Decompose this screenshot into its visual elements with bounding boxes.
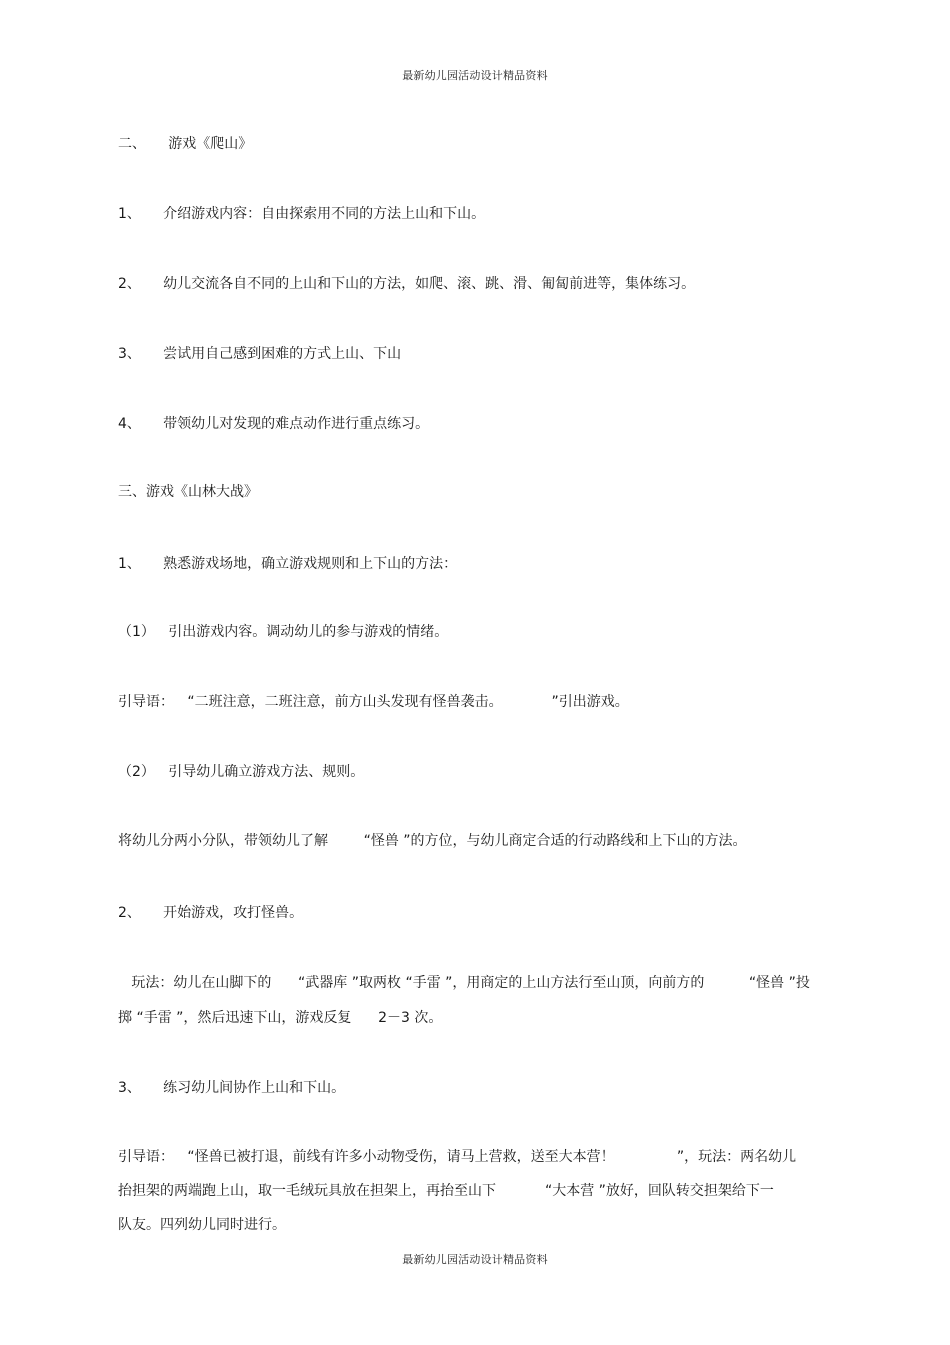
play-method-line-1: 玩法：幼儿在山脚下的 “武器库 ”取两枚 “手雷 ”，用商定的上山方法行至山顶，向前方的 “怪兽 ”投 [118, 975, 810, 991]
game-step-3: 3、 练习幼儿间协作上山和下山。 [118, 1080, 346, 1096]
step-4: 4、 带领幼儿对发现的难点动作进行重点练习。 [118, 416, 430, 432]
team-split-text: 将幼儿分两小分队，带领幼儿了解 “怪兽 ”的方位，与幼儿商定合适的行动路线和上下山的方法。 [118, 833, 747, 849]
sub-step-2: （2） 引导幼儿确立游戏方法、规则。 [118, 764, 365, 780]
game-step-2: 2、 开始游戏，攻打怪兽。 [118, 905, 304, 921]
guide-text-2-line-3: 队友。四列幼儿同时进行。 [118, 1217, 286, 1233]
section-heading-3: 三、游戏《山林大战》 [118, 484, 258, 500]
play-method-line-2: 掷 “手雷 ”，然后迅速下山，游戏反复 2－3 次。 [118, 1010, 443, 1026]
step-3: 3、 尝试用自己感到困难的方式上山、下山 [118, 346, 402, 362]
guide-text-2-line-2: 抬担架的两端跑上山，取一毛绒玩具放在担架上，再抬至山下 “大本营 ”放好，回队转交担架给下一 [118, 1183, 774, 1199]
step-1: 1、 介绍游戏内容：自由探索用不同的方法上山和下山。 [118, 206, 486, 222]
section-heading-2: 二、 游戏《爬山》 [118, 136, 253, 152]
game-step-1: 1、 熟悉游戏场地，确立游戏规则和上下山的方法： [118, 556, 458, 572]
page-header: 最新幼儿园活动设计精品资料 [402, 69, 548, 82]
page-footer: 最新幼儿园活动设计精品资料 [402, 1253, 548, 1266]
guide-text-2-line-1: 引导语： “怪兽已被打退，前线有许多小动物受伤，请马上营救，送至大本营！ ”，玩法：两名幼儿 [118, 1149, 797, 1165]
sub-step-1: （1） 引出游戏内容。调动幼儿的参与游戏的情绪。 [118, 624, 449, 640]
guide-text-1: 引导语： “二班注意，二班注意，前方山头发现有怪兽袭击。 ”引出游戏。 [118, 694, 629, 710]
step-2: 2、 幼儿交流各自不同的上山和下山的方法，如爬、滚、跳、滑、匍匐前进等，集体练习。 [118, 276, 696, 292]
